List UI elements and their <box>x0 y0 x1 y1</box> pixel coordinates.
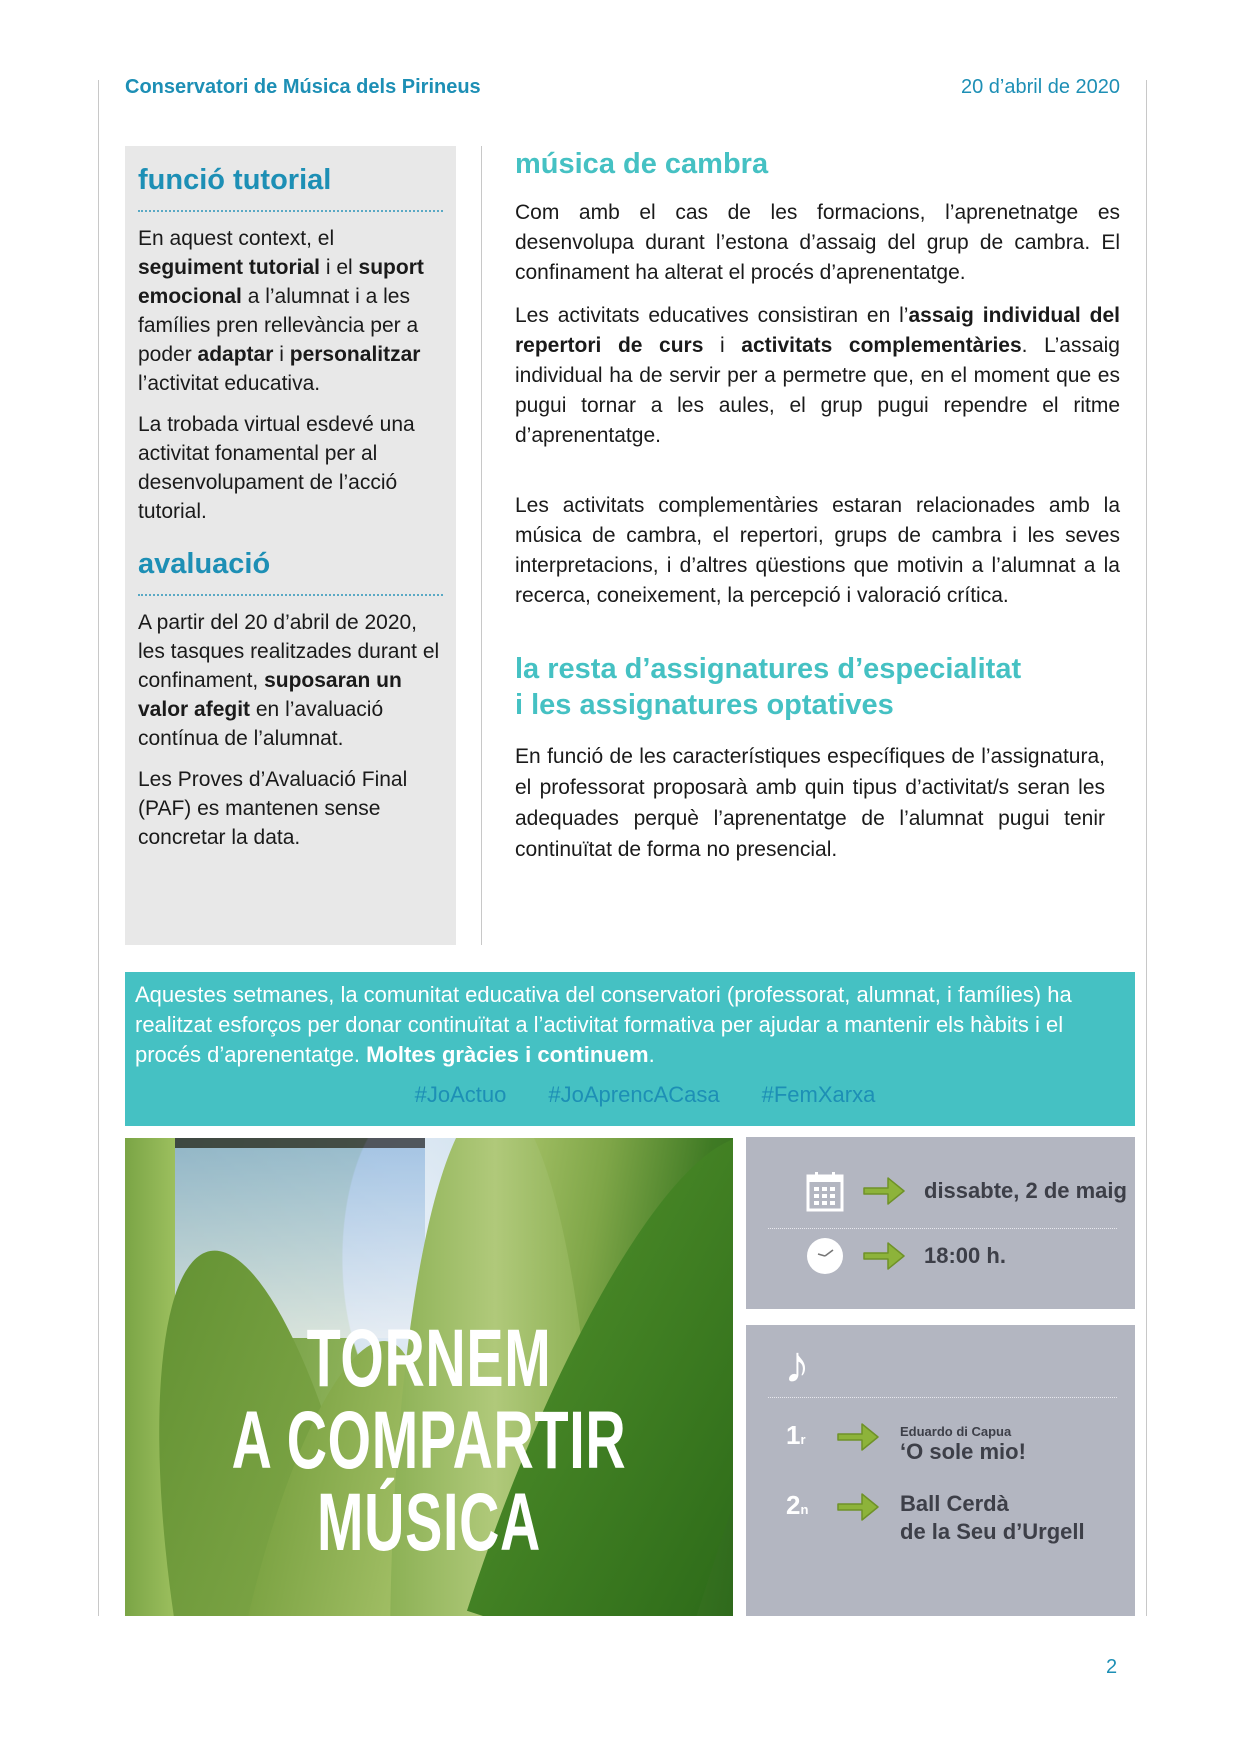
thanks-banner <box>125 972 1135 1126</box>
right-margin-line <box>1146 80 1147 1616</box>
sidebar <box>125 146 456 945</box>
evaluation-paragraph <box>138 608 443 753</box>
bold-text: suport emocional <box>138 256 424 308</box>
header-date: 20 d’abril de 2020 <box>960 76 1120 98</box>
piece-title: de la Seu d’Urgell <box>900 1519 1085 1544</box>
piece-title: Ball Cerdà <box>900 1491 1009 1516</box>
number: 1 <box>786 1420 801 1450</box>
bold-text: activitats complementàries <box>741 334 1022 357</box>
text: i el <box>320 256 359 279</box>
bold-text: assaig individual del repertori de curs <box>515 304 1120 357</box>
composer: Eduardo di Capua <box>900 1424 1012 1439</box>
text: . <box>648 1042 655 1067</box>
poster-title-line-2: A COMPARTIR MÚSICA <box>231 1395 627 1568</box>
date-row <box>806 1170 1127 1212</box>
arrow-right-icon <box>836 1490 880 1524</box>
main-column <box>515 146 1120 865</box>
bold-text: personalitzar <box>289 343 421 366</box>
event-date: dissabte, 2 de maig <box>924 1178 1127 1203</box>
bold-text: suposaran un valor afegit <box>138 669 402 721</box>
text: En aquest context, el <box>138 227 335 250</box>
text: a l’alumnat i a les famílies pren rellevància per a poder <box>138 285 419 366</box>
text: l’activitat educativa. <box>138 372 321 395</box>
text: i <box>703 334 742 357</box>
poster-title-line-1: TORNEM <box>306 1313 552 1404</box>
number: 2 <box>786 1490 801 1520</box>
ordinal-suffix: n <box>800 1502 809 1517</box>
left-margin-line <box>98 80 99 1616</box>
ordinal-suffix: r <box>800 1432 806 1447</box>
divider <box>768 1397 1117 1398</box>
cambra-paragraph-1: Com amb el cas de les formacions, l’aprenetnatge es desenvolupa durant l’estona d’assaig del grup de cambra. El confinament ha alterat el procés d’aprenentatge. <box>515 201 1120 284</box>
hashtag[interactable]: #JoActuo <box>414 1082 507 1107</box>
item-number <box>786 1490 836 1521</box>
column-divider <box>481 146 482 945</box>
evaluation-heading: avaluació <box>138 548 271 580</box>
text: Aquestes setmanes, la comunitat educativa del conservatori (professorat, alumnat, i famílies) ha realitzat esforços per donar continuïtat a l’activitat formativa per ajudar a mantenir els hàbits i el procés d’aprenentatge. <box>135 982 1072 1067</box>
text: Les activitats educatives consistiran en l’ <box>515 304 909 327</box>
item-number <box>786 1420 836 1451</box>
piece <box>900 1424 1026 1465</box>
bold-text: seguiment tutorial <box>138 256 321 279</box>
banner-text <box>135 980 1125 1070</box>
music-note-icon: ♪ <box>784 1336 810 1394</box>
page-number: 2 <box>1106 1656 1118 1678</box>
program-box <box>746 1325 1135 1616</box>
heading-line: la resta d’assignatures d’especialitat <box>515 653 1022 685</box>
clock-icon <box>806 1237 844 1275</box>
cambra-paragraph-2 <box>515 301 1120 451</box>
program-item <box>786 1420 1026 1465</box>
arrow-right-icon <box>836 1420 880 1454</box>
bold-text: adaptar <box>197 343 274 366</box>
resta-paragraph: En funció de les característiques específiques de l’assignatura, el professorat proposarà amb quin tipus d’activitat/s seran les adequades perquè l’aprenentatge de l’alumnat pugui tenir continuïtat de forma no presencial. <box>515 745 1105 861</box>
heading-line: i les assignatures optatives <box>515 689 894 721</box>
arrow-right-icon <box>862 1174 906 1208</box>
divider <box>138 594 443 596</box>
poster-photo <box>125 1138 733 1616</box>
cambra-paragraph-3: Les activitats complementàries estaran relacionades amb la música de cambra, el repertori, grups de cambra i les seves interpretacions, i d’altres qüestions que motivin a l’alumnat a la recerca, coneixement, la percepció i valoració crítica. <box>515 494 1120 607</box>
cambra-heading: música de cambra <box>515 148 769 180</box>
org-name: Conservatori de Música dels Pirineus <box>125 76 481 98</box>
evaluation-paragraph-2: Les Proves d’Avaluació Final (PAF) es mantenen sense concretar la data. <box>138 768 408 849</box>
event-time: 18:00 h. <box>924 1243 1006 1268</box>
divider <box>138 210 443 212</box>
hashtags <box>135 1082 1125 1108</box>
tutorial-paragraph-2: La trobada virtual esdevé una activitat fonamental per al desenvolupament de l’acció tutorial. <box>138 413 415 523</box>
hashtag[interactable]: #JoAprencACasa <box>548 1082 720 1107</box>
text: i <box>273 343 290 366</box>
text: . L’assaig individual ha de servir per a permetre que, en el moment que es pugui tornar a les aules, el grup pugui rependre el ritme d’aprenentatge. <box>515 334 1120 447</box>
tutorial-paragraph <box>138 224 443 398</box>
hashtag[interactable]: #FemXarxa <box>761 1082 876 1107</box>
resta-heading <box>515 651 1120 723</box>
arrow-right-icon <box>862 1239 906 1273</box>
time-row <box>806 1237 1006 1275</box>
piece-title: ‘O sole mio! <box>900 1439 1026 1464</box>
divider <box>768 1228 1117 1229</box>
bold-text: Moltes gràcies i continuem <box>366 1042 649 1067</box>
program-item <box>786 1490 1085 1546</box>
text: en l’avaluació contínua de l’alumnat. <box>138 698 384 750</box>
event-info-box <box>746 1137 1135 1309</box>
tutorial-heading: funció tutorial <box>138 164 332 196</box>
text: A partir del 20 d’abril de 2020, les tasques realitzades durant el confinament, <box>138 611 440 692</box>
piece <box>900 1490 1085 1546</box>
calendar-icon <box>806 1170 844 1212</box>
